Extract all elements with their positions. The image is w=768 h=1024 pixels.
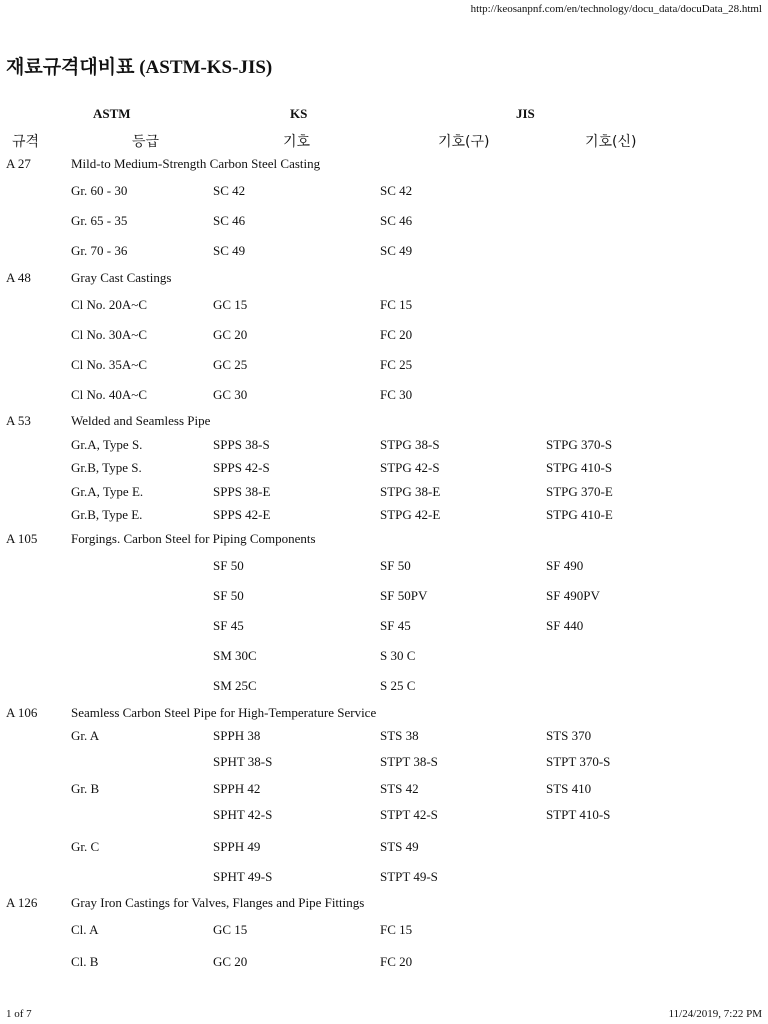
grade-cell: Gr.A, Type S. — [71, 437, 143, 452]
table-row — [0, 297, 768, 315]
jis-old-cell: STPT 49-S — [380, 869, 438, 884]
ks-symbol-cell: SC 42 — [213, 183, 246, 198]
jis-new-cell: STPT 370-S — [546, 754, 611, 769]
ks-symbol-cell: SM 30C — [213, 648, 257, 663]
grade-cell: Gr. 65 - 35 — [71, 213, 128, 228]
jis-old-cell: STPG 42-E — [380, 507, 441, 522]
ks-group-header: KS — [290, 106, 308, 121]
table-row — [0, 387, 768, 405]
table-row — [0, 807, 768, 825]
ks-symbol-cell: GC 15 — [213, 297, 248, 312]
jis-old-cell: FC 25 — [380, 357, 413, 372]
jis-old-cell: FC 15 — [380, 297, 413, 312]
ks-symbol-cell: SPPS 38-E — [213, 484, 271, 499]
jis-new-cell: STPG 370-S — [546, 437, 613, 452]
grade-cell: Gr.A, Type E. — [71, 484, 144, 499]
table-row — [0, 437, 768, 455]
table-row — [0, 754, 768, 772]
ks-symbol-cell: SPHT 38-S — [213, 754, 273, 769]
table-row — [0, 357, 768, 375]
grade-cell: Gray Iron Castings for Valves, Flanges and Pipe Fittings — [71, 895, 365, 910]
table-row — [0, 922, 768, 940]
ks-symbol-cell: SF 45 — [213, 618, 244, 633]
jis-old-cell: SF 50 — [380, 558, 411, 573]
jis-old-cell: S 30 C — [380, 648, 416, 663]
jis-old-cell: STS 38 — [380, 728, 419, 743]
table-row — [0, 213, 768, 231]
spec-cell: A 48 — [6, 270, 31, 285]
jis-old-cell: SC 49 — [380, 243, 413, 258]
spec-cell: A 106 — [6, 705, 38, 720]
table-row — [0, 460, 768, 478]
ks-symbol-cell: SPPS 38-S — [213, 437, 270, 452]
table-row — [0, 183, 768, 201]
table-row — [0, 531, 768, 549]
jis-new-cell: STPG 410-S — [546, 460, 613, 475]
jis-new-cell: SF 490 — [546, 558, 584, 573]
jis-old-cell: STPT 42-S — [380, 807, 438, 822]
grade-cell: Gr. A — [71, 728, 100, 743]
table-row — [0, 618, 768, 636]
jis-old-cell: S 25 C — [380, 678, 416, 693]
table-row — [0, 413, 768, 431]
ks-symbol-cell: SC 46 — [213, 213, 246, 228]
ks-symbol-cell: GC 15 — [213, 922, 248, 937]
jis-new-cell: STS 410 — [546, 781, 592, 796]
grade-cell: Cl No. 35A~C — [71, 357, 148, 372]
col-header-jis-new: 기호(신) — [585, 134, 637, 150]
table-row — [0, 484, 768, 502]
ks-symbol-cell: SPPH 38 — [213, 728, 261, 743]
jis-new-cell: SF 490PV — [546, 588, 600, 603]
ks-symbol-cell: GC 20 — [213, 954, 248, 969]
table-row — [0, 781, 768, 799]
ks-symbol-cell: SPPS 42-S — [213, 460, 270, 475]
table-row — [0, 705, 768, 723]
ks-symbol-cell: SC 49 — [213, 243, 246, 258]
jis-new-cell: SF 440 — [546, 618, 584, 633]
ks-symbol-cell: SPHT 42-S — [213, 807, 273, 822]
grade-cell: Gr. 70 - 36 — [71, 243, 128, 258]
jis-old-cell: FC 20 — [380, 327, 413, 342]
jis-old-cell: SC 42 — [380, 183, 413, 198]
jis-old-cell: FC 30 — [380, 387, 413, 402]
ks-symbol-cell: SPPH 49 — [213, 839, 261, 854]
spec-cell: A 126 — [6, 895, 38, 910]
jis-group-header: JIS — [516, 106, 535, 121]
jis-new-cell: STPG 370-E — [546, 484, 613, 499]
ks-symbol-cell: GC 30 — [213, 387, 248, 402]
table-row — [0, 869, 768, 887]
jis-new-cell: STPT 410-S — [546, 807, 611, 822]
table-row — [0, 507, 768, 525]
page-title: 재료규격대비표 (ASTM-KS-JIS) — [6, 57, 273, 78]
page-number: 1 of 7 — [6, 1008, 32, 1020]
table-row — [0, 327, 768, 345]
col-header-jis-old: 기호(구) — [438, 134, 490, 150]
table-row — [0, 156, 768, 174]
table-row — [0, 243, 768, 261]
table-row — [0, 954, 768, 972]
grade-cell: Gr. 60 - 30 — [71, 183, 128, 198]
table-row — [0, 588, 768, 606]
col-header-grade: 등급 — [132, 134, 160, 150]
jis-new-cell: STS 370 — [546, 728, 592, 743]
spec-cell: A 105 — [6, 531, 38, 546]
jis-new-cell: STPG 410-E — [546, 507, 613, 522]
jis-old-cell: SF 50PV — [380, 588, 428, 603]
ks-symbol-cell: SPPH 42 — [213, 781, 261, 796]
ks-symbol-cell: SF 50 — [213, 588, 244, 603]
astm-group-header: ASTM — [93, 106, 131, 121]
table-row — [0, 270, 768, 288]
jis-old-cell: STPG 38-E — [380, 484, 441, 499]
grade-cell: Cl No. 30A~C — [71, 327, 148, 342]
jis-old-cell: SF 45 — [380, 618, 411, 633]
ks-symbol-cell: SF 50 — [213, 558, 244, 573]
ks-symbol-cell: SPPS 42-E — [213, 507, 271, 522]
grade-cell: Gray Cast Castings — [71, 270, 172, 285]
table-row — [0, 895, 768, 913]
jis-old-cell: STS 49 — [380, 839, 419, 854]
spec-cell: A 53 — [6, 413, 31, 428]
grade-cell: Gr. C — [71, 839, 100, 854]
table-row — [0, 558, 768, 576]
print-timestamp: 11/24/2019, 7:22 PM — [668, 1008, 762, 1020]
ks-symbol-cell: SPHT 49-S — [213, 869, 273, 884]
ks-symbol-cell: GC 20 — [213, 327, 248, 342]
grade-cell: Mild-to Medium-Strength Carbon Steel Casting — [71, 156, 321, 171]
table-row — [0, 839, 768, 857]
grade-cell: Welded and Seamless Pipe — [71, 413, 211, 428]
grade-cell: Forgings. Carbon Steel for Piping Components — [71, 531, 316, 546]
col-header-spec: 규격 — [12, 134, 40, 150]
table-row — [0, 728, 768, 746]
ks-symbol-cell: GC 25 — [213, 357, 248, 372]
grade-cell: Gr.B, Type S. — [71, 460, 142, 475]
col-header-ks-symbol: 기호 — [283, 134, 311, 150]
grade-cell: Gr.B, Type E. — [71, 507, 143, 522]
grade-cell: Seamless Carbon Steel Pipe for High-Temperature Service — [71, 705, 377, 720]
jis-old-cell: FC 15 — [380, 922, 413, 937]
jis-old-cell: FC 20 — [380, 954, 413, 969]
table-row — [0, 648, 768, 666]
page-url: http://keosanpnf.com/en/technology/docu_data/docuData_28.html — [470, 3, 762, 15]
grade-cell: Cl. A — [71, 922, 99, 937]
jis-old-cell: STPG 38-S — [380, 437, 440, 452]
grade-cell: Cl No. 40A~C — [71, 387, 148, 402]
grade-cell: Gr. B — [71, 781, 100, 796]
grade-cell: Cl No. 20A~C — [71, 297, 148, 312]
spec-cell: A 27 — [6, 156, 31, 171]
grade-cell: Cl. B — [71, 954, 99, 969]
jis-old-cell: SC 46 — [380, 213, 413, 228]
jis-old-cell: STPG 42-S — [380, 460, 440, 475]
jis-old-cell: STPT 38-S — [380, 754, 438, 769]
table-row — [0, 678, 768, 696]
ks-symbol-cell: SM 25C — [213, 678, 257, 693]
jis-old-cell: STS 42 — [380, 781, 419, 796]
